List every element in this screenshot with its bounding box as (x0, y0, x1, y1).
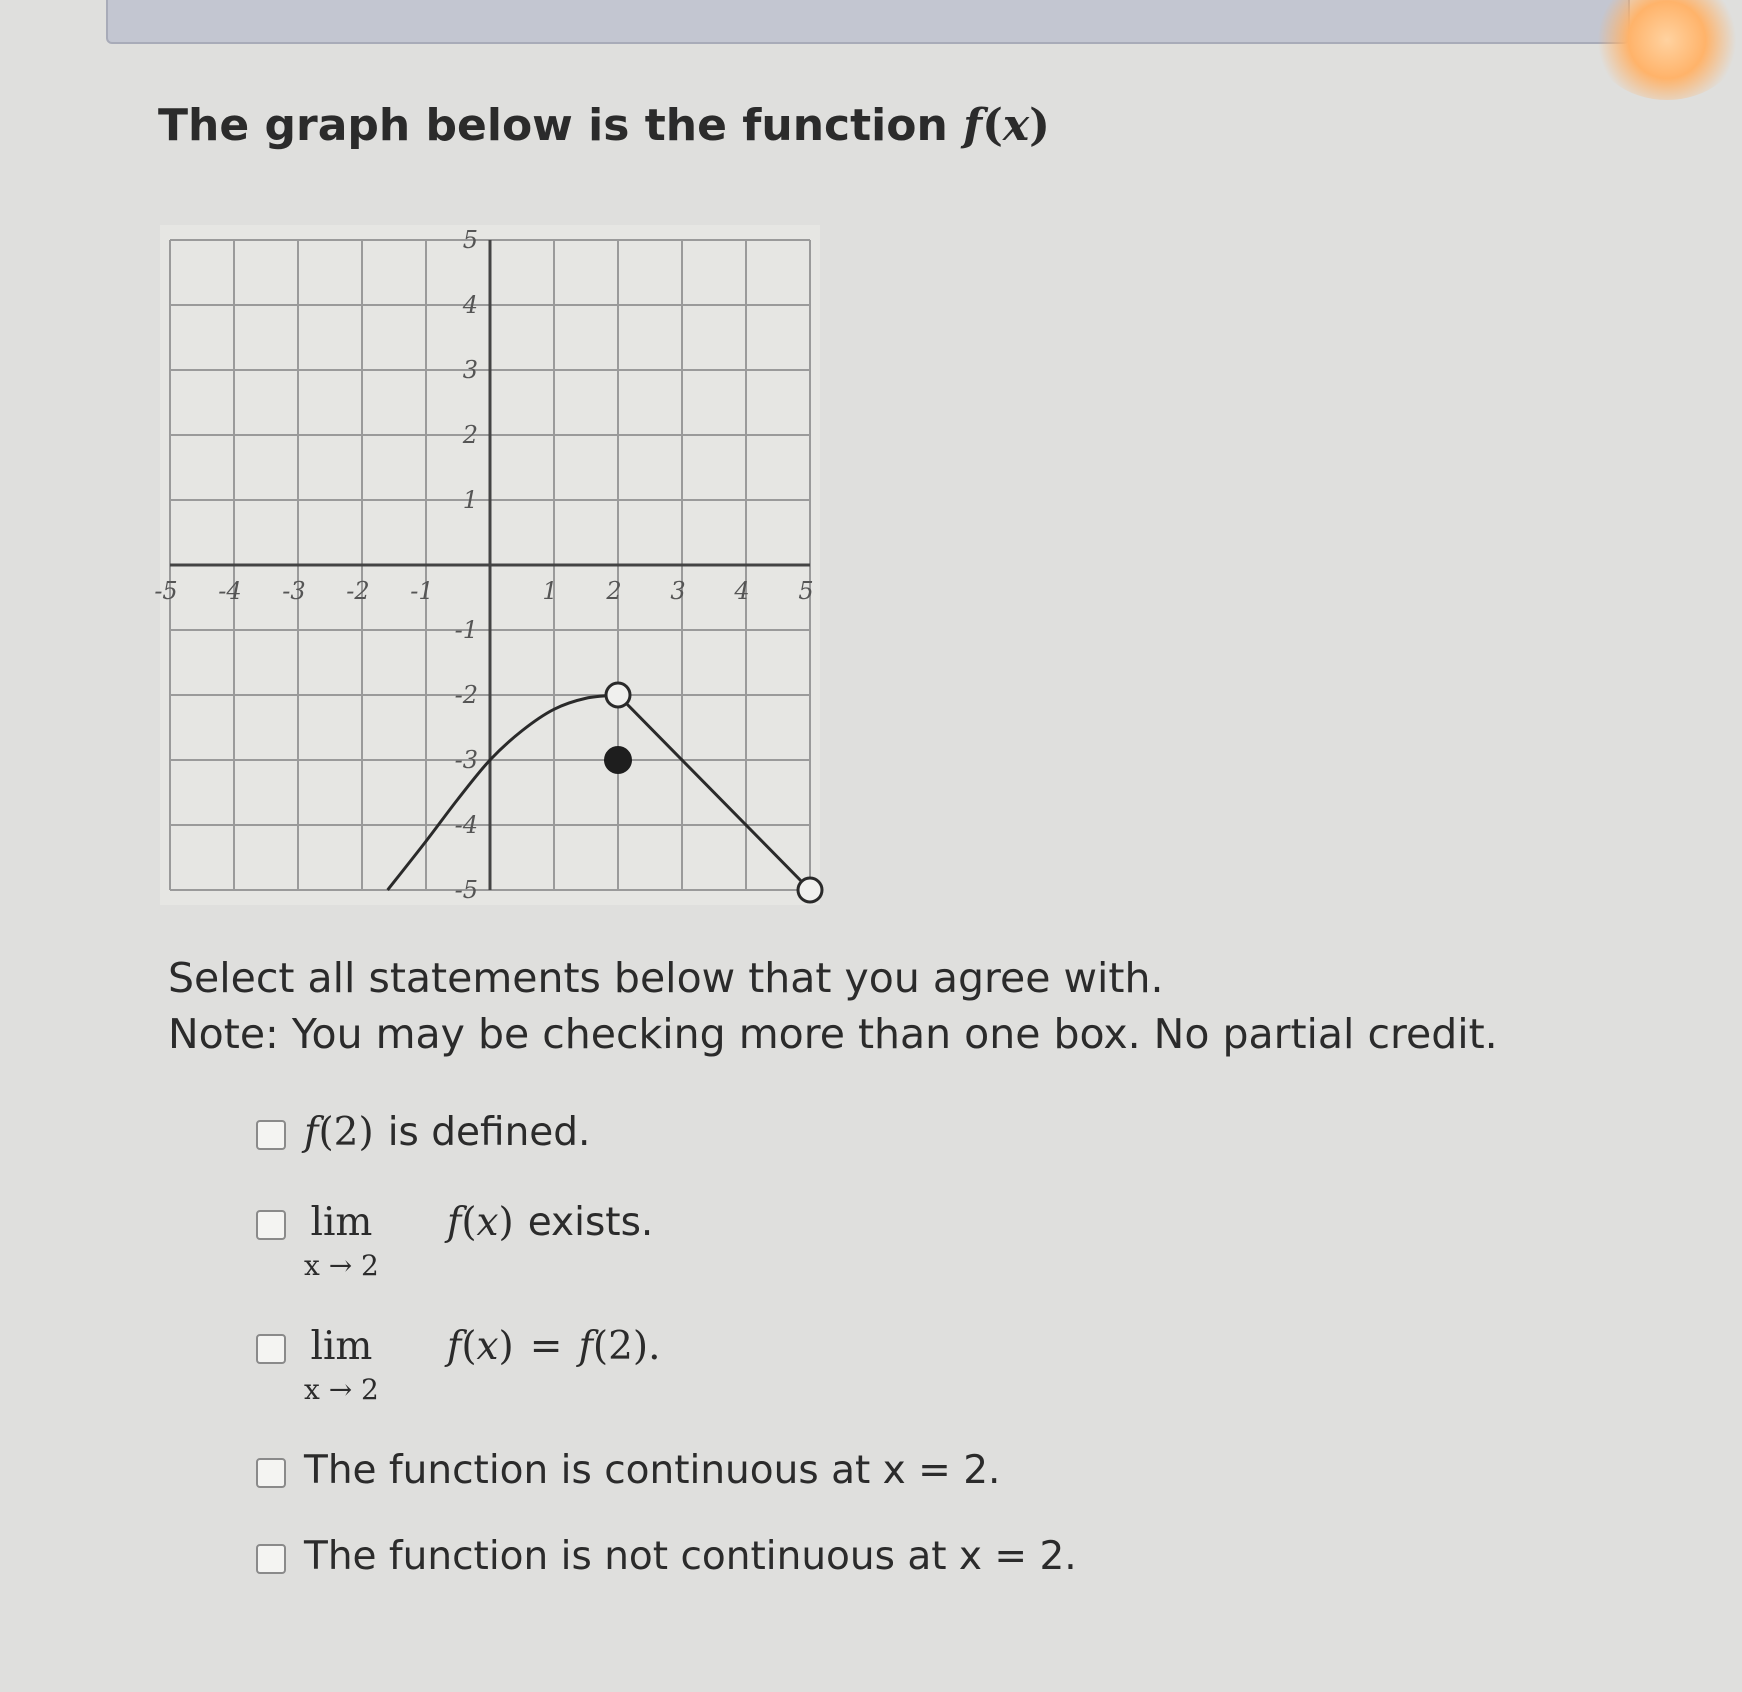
opt2-fn: f (446, 1200, 462, 1245)
x-tick-label: 3 (670, 577, 686, 605)
heading-fn-name: f (963, 100, 983, 151)
y-tick-label: 5 (462, 226, 478, 254)
opt3-arg: 2 (608, 1324, 633, 1369)
instructions-line-2: Note: You may be checking more than one box. No partial credit. (168, 1010, 1498, 1058)
opt3-fn: f (446, 1324, 462, 1369)
y-tick-label: -3 (454, 746, 478, 774)
x-tick-label: 2 (606, 577, 622, 605)
y-tick-label: 2 (462, 421, 478, 449)
opt1-arg: 2 (333, 1110, 359, 1155)
checkbox-option-3[interactable] (256, 1334, 286, 1364)
x-tick-label: 1 (542, 577, 558, 605)
top-banner (106, 0, 1630, 44)
heading-text: The graph below is the function (158, 100, 948, 151)
opt3-eq: = (529, 1324, 563, 1369)
question-heading: The graph below is the function f(x) (158, 100, 1050, 151)
x-tick-label: -2 (346, 577, 370, 605)
option-limit-exists[interactable]: lim x → 2 f ( x ) exists. (256, 1200, 1077, 1318)
opt5-text: The function is not continuous at x = 2. (304, 1534, 1077, 1579)
opt2-lim-sub: x → 2 (304, 1249, 379, 1282)
y-tick-label: -4 (454, 811, 478, 839)
opt3-limit (304, 1324, 379, 1406)
checkbox-option-1[interactable] (256, 1120, 286, 1150)
light-glare (1592, 0, 1742, 100)
option-limit-equals-value[interactable]: lim x → 2 f ( x ) = f ( 2 ) . (256, 1324, 1077, 1442)
opt2-limit (304, 1200, 379, 1282)
checkbox-option-5[interactable] (256, 1544, 286, 1574)
y-tick-label: 3 (462, 356, 478, 384)
opt3-var: x (476, 1324, 499, 1369)
instructions-line-1: Select all statements below that you agree with. (168, 954, 1164, 1002)
checkbox-option-4[interactable] (256, 1458, 286, 1488)
opt1-text: is defined. (387, 1110, 591, 1155)
y-tick-label: -1 (454, 616, 478, 644)
function-graph (154, 225, 820, 905)
opt1-fn: f (304, 1110, 319, 1155)
y-tick-label: -2 (454, 681, 478, 709)
x-tick-label: 4 (734, 577, 750, 605)
opt3-lim-sub: x → 2 (304, 1373, 379, 1406)
opt3-end: . (648, 1324, 661, 1369)
y-tick-label: -5 (454, 876, 478, 904)
opt4-text: The function is continuous at x = 2. (304, 1448, 1001, 1493)
option-f2-defined[interactable]: f ( 2 ) is defined. (256, 1110, 1077, 1182)
option-not-continuous[interactable] (256, 1534, 1077, 1612)
y-tick-label: 1 (462, 486, 478, 514)
x-tick-label: -3 (282, 577, 306, 605)
opt2-text: exists. (527, 1200, 654, 1245)
answer-options (256, 1110, 1077, 1612)
open-point (606, 683, 630, 707)
heading-fn-var: x (1002, 100, 1030, 151)
checkbox-option-2[interactable] (256, 1210, 286, 1240)
x-tick-label: -5 (154, 577, 178, 605)
y-tick-label: 4 (462, 291, 478, 319)
opt2-lim-word: lim (310, 1200, 373, 1245)
opt3-fn2: f (578, 1324, 593, 1369)
opt3-lim-word: lim (310, 1324, 373, 1369)
x-tick-label: -1 (410, 577, 434, 605)
closed-point (605, 747, 631, 773)
x-tick-label: 5 (798, 577, 814, 605)
opt2-var: x (476, 1200, 499, 1245)
option-continuous[interactable] (256, 1448, 1077, 1526)
x-tick-label: -4 (218, 577, 242, 605)
open-point (798, 878, 822, 902)
instructions (168, 950, 1498, 1062)
